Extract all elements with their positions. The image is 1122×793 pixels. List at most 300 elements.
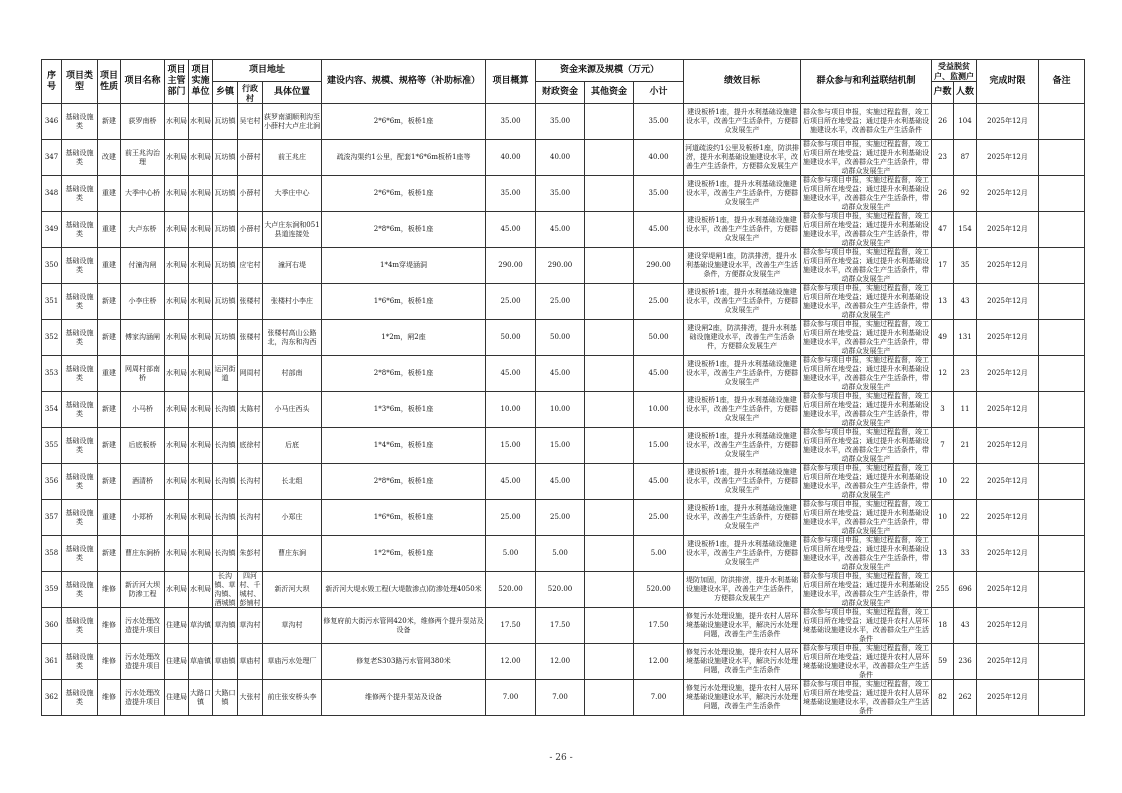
- cell-goal: [684, 644, 801, 680]
- cell-fiscal-text: 290.00: [547, 261, 573, 269]
- cell-mechanism-text: 群众参与项目申报，实施过程监督，竣工后项目所在地受益；通过提升水利基础设施建设水平，改善群众生产生活条件，带动群众发展生产: [803, 284, 930, 319]
- cell-households: [932, 464, 954, 500]
- cell-town-text: 瓦坊镇: [214, 117, 236, 125]
- cell-town-text: 瓦坊镇: [214, 189, 236, 197]
- cell-completion: [977, 428, 1039, 464]
- cell-village: [238, 176, 263, 212]
- cell-content: [322, 500, 486, 536]
- cell-remark: [1039, 284, 1085, 320]
- cell-seq-text: 356: [44, 477, 59, 485]
- cell-seq: [42, 608, 62, 644]
- cell-dept: [165, 572, 189, 608]
- cell-location-text: 大卢庄东涧和051县道连接处: [264, 220, 320, 238]
- cell-budget: [486, 644, 536, 680]
- cell-location-text: 小郑庄: [281, 513, 303, 521]
- cell-subtotal: [634, 500, 684, 536]
- cell-households: [932, 176, 954, 212]
- cell-town: [213, 176, 238, 212]
- header-remark: 备注: [1039, 60, 1085, 104]
- cell-category-text: 基础设施类: [65, 256, 94, 274]
- cell-households-text: 12: [938, 369, 947, 377]
- cell-dept-text: 水利局: [166, 297, 187, 305]
- table-row: [42, 356, 1085, 392]
- cell-completion-text: 2025年12月: [987, 297, 1028, 305]
- cell-other: [585, 428, 634, 464]
- cell-goal-text: 河道疏浚约1公里及板桥1座，防洪排涝，提升水利基础设施建设水平，改善生产生活条件，方便群众发展生产: [685, 144, 799, 170]
- cell-completion: [977, 140, 1039, 176]
- cell-dept: [165, 248, 189, 284]
- cell-other: [585, 104, 634, 140]
- cell-location-text: 潼河右堤: [278, 261, 306, 269]
- cell-people: [954, 644, 977, 680]
- cell-location-text: 张楼村小李庄: [271, 297, 313, 305]
- cell-village-text: 草沟村: [239, 621, 261, 629]
- cell-village-text: 长沟村: [239, 513, 261, 521]
- cell-subtotal-text: 520.00: [646, 585, 671, 593]
- cell-location: [263, 320, 322, 356]
- cell-village-text: 朱彭村: [239, 549, 261, 557]
- cell-dept-text: 水利局: [166, 585, 187, 593]
- header-completion: 完成时限: [977, 60, 1039, 104]
- cell-people: [954, 428, 977, 464]
- cell-people: [954, 464, 977, 500]
- cell-fiscal: [536, 536, 585, 572]
- cell-dept: [165, 392, 189, 428]
- cell-goal: [684, 176, 801, 212]
- cell-town-text: 运河街道: [214, 364, 236, 382]
- header-subtotal: 小计: [634, 82, 684, 104]
- cell-households-text: 7: [940, 441, 945, 449]
- cell-nature-text: 重建: [102, 369, 116, 377]
- cell-households: [932, 644, 954, 680]
- header-nature: 项目性质: [98, 60, 121, 104]
- cell-content: [322, 680, 486, 716]
- cell-dept: [165, 500, 189, 536]
- cell-name: [121, 680, 165, 716]
- cell-name-text: 付潼沟闸: [128, 261, 157, 269]
- cell-dept: [165, 356, 189, 392]
- cell-budget-text: 10.00: [500, 405, 521, 413]
- cell-nature-text: 新建: [102, 405, 116, 413]
- cell-other: [585, 536, 634, 572]
- cell-completion: [977, 320, 1039, 356]
- cell-content: [322, 356, 486, 392]
- cell-village: [238, 392, 263, 428]
- cell-people: [954, 536, 977, 572]
- cell-people: [954, 212, 977, 248]
- cell-dept: [165, 644, 189, 680]
- cell-seq: [42, 104, 62, 140]
- cell-name-text: 网周村部南桥: [125, 364, 160, 382]
- cell-content: [322, 608, 486, 644]
- cell-households: [932, 572, 954, 608]
- cell-mechanism-text: 群众参与项目申报，实施过程监督，竣工后项目所在地受益；通过提升水利基础设施建设水平，改善群众生产生活条件，带动群众发展生产: [803, 320, 930, 355]
- cell-location: [263, 464, 322, 500]
- cell-mechanism-text: 群众参与项目申报，实施过程监督，竣工后项目所在地受益；通过提升农村人居环境基础设施建设水平，改善群众生产生活条件: [803, 644, 930, 679]
- table-row: [42, 140, 1085, 176]
- cell-households: [932, 212, 954, 248]
- cell-budget: [486, 392, 536, 428]
- cell-completion: [977, 176, 1039, 212]
- cell-fiscal-text: 45.00: [549, 225, 571, 233]
- cell-mechanism-text: 群众参与项目申报，实施过程监督，竣工后项目所在地受益；通过提升水利基础设施建设水平，改善群众生产生活条件，带动群众发展生产: [803, 356, 930, 391]
- cell-goal-text: 建设板桥1座，提升水利基础设施建设水平，改善生产生活条件，方便群众发展生产: [686, 396, 799, 422]
- cell-people-text: 87: [960, 153, 970, 161]
- cell-fiscal: [536, 356, 585, 392]
- cell-content: [322, 320, 486, 356]
- cell-mechanism: [801, 140, 932, 176]
- cell-people: [954, 680, 977, 716]
- cell-households: [932, 104, 954, 140]
- cell-dept-text: 水利局: [166, 369, 187, 377]
- cell-name-text: 前王兆沟治理: [125, 148, 160, 166]
- cell-seq-text: 351: [44, 297, 59, 305]
- cell-people: [954, 284, 977, 320]
- cell-unit-text: 水利局: [190, 153, 211, 161]
- cell-seq: [42, 536, 62, 572]
- cell-nature: [98, 248, 121, 284]
- cell-seq-text: 353: [44, 369, 59, 377]
- cell-households-text: 255: [935, 585, 950, 593]
- cell-households-text: 26: [938, 117, 947, 125]
- cell-subtotal-text: 290.00: [646, 261, 671, 269]
- cell-remark: [1039, 392, 1085, 428]
- cell-households: [932, 140, 954, 176]
- cell-households-text: 13: [938, 549, 947, 557]
- cell-content: [322, 392, 486, 428]
- cell-subtotal: [634, 464, 684, 500]
- cell-dept-text: 水利局: [166, 261, 187, 269]
- cell-category-text: 基础设施类: [65, 400, 94, 418]
- cell-people: [954, 248, 977, 284]
- header-unit: 项目实施单位: [189, 60, 213, 104]
- cell-location: [263, 140, 322, 176]
- cell-town: [213, 356, 238, 392]
- cell-seq-text: 352: [44, 333, 59, 341]
- cell-dept-text: 住建局: [166, 693, 187, 701]
- cell-content-text: 1*4m穿堤涵洞: [379, 261, 428, 269]
- cell-dept: [165, 140, 189, 176]
- cell-budget-text: 40.00: [500, 153, 521, 161]
- cell-subtotal-text: 7.00: [650, 693, 667, 701]
- cell-location: [263, 248, 322, 284]
- cell-town: [213, 392, 238, 428]
- cell-fiscal-text: 520.00: [547, 585, 573, 593]
- cell-dept-text: 水利局: [166, 549, 187, 557]
- cell-mechanism: [801, 428, 932, 464]
- cell-seq: [42, 356, 62, 392]
- cell-name: [121, 212, 165, 248]
- cell-dept: [165, 608, 189, 644]
- cell-other: [585, 392, 634, 428]
- cell-seq-text: 362: [44, 693, 59, 701]
- cell-seq-text: 349: [44, 225, 59, 233]
- cell-people: [954, 500, 977, 536]
- cell-village: [238, 428, 263, 464]
- cell-location: [263, 644, 322, 680]
- header-name: 项目名称: [121, 60, 165, 104]
- cell-content-text: 修复府前大街污水管网420米，维修两个提升泵站及设备: [323, 616, 484, 634]
- header-goal: 绩效目标: [684, 60, 801, 104]
- cell-content-text: 1*6*6m，板桥1座: [373, 513, 434, 521]
- cell-location: [263, 428, 322, 464]
- cell-category: [62, 320, 98, 356]
- cell-unit: [189, 428, 213, 464]
- cell-subtotal-text: 5.00: [650, 549, 667, 557]
- cell-location-text: 新沂河大坝: [274, 585, 310, 593]
- cell-name: [121, 608, 165, 644]
- cell-location-text: 前庄张安桥头李: [267, 693, 317, 701]
- cell-fiscal-text: 10.00: [549, 405, 571, 413]
- table-row: [42, 392, 1085, 428]
- cell-people-text: 21: [960, 441, 970, 449]
- cell-town-text: 瓦坊镇: [214, 333, 236, 341]
- cell-seq: [42, 248, 62, 284]
- cell-village: [238, 140, 263, 176]
- cell-location: [263, 572, 322, 608]
- cell-content-text: 1*4*6m，板桥1座: [373, 441, 434, 449]
- cell-name-text: 大卢东桥: [128, 225, 157, 233]
- cell-dept-text: 水利局: [166, 477, 187, 485]
- cell-mechanism-text: 群众参与项目申报，实施过程监督，竣工后项目所在地受益；通过提升水利基础设施建设水平，改善群众生产生活条件: [803, 108, 930, 134]
- cell-unit-text: 水利局: [190, 189, 211, 197]
- cell-households-text: 23: [938, 153, 947, 161]
- header-row-1: [42, 60, 1085, 82]
- cell-nature-text: 新建: [102, 117, 116, 125]
- cell-category: [62, 176, 98, 212]
- cell-completion-text: 2025年12月: [987, 405, 1028, 413]
- cell-goal: [684, 680, 801, 716]
- cell-fiscal-text: 40.00: [549, 153, 571, 161]
- cell-category-text: 基础设施类: [65, 364, 94, 382]
- cell-subtotal: [634, 536, 684, 572]
- cell-town: [213, 320, 238, 356]
- cell-dept-text: 水利局: [166, 513, 187, 521]
- cell-town-text: 长沟镇: [214, 441, 236, 449]
- cell-mechanism: [801, 104, 932, 140]
- cell-nature-text: 新建: [102, 477, 116, 485]
- cell-location-text: 曹庄东涧: [278, 549, 306, 557]
- cell-location-text: 草庙污水处理厂: [267, 657, 317, 665]
- cell-households: [932, 428, 954, 464]
- cell-goal-text: 建设板桥1座，提升水利基础设施建设水平，改善生产生活条件，方便群众发展生产: [686, 504, 799, 530]
- cell-village: [238, 500, 263, 536]
- cell-goal-text: 堤防加固，防洪排涝，提升水利基础设施建设水平，改善生产生活条件，方便群众发展生产: [686, 576, 799, 602]
- cell-completion: [977, 248, 1039, 284]
- cell-households-text: 13: [938, 297, 947, 305]
- header-town: 乡镇: [213, 82, 238, 104]
- cell-nature-text: 重建: [102, 189, 116, 197]
- cell-seq: [42, 284, 62, 320]
- cell-name-text: 小马桥: [132, 405, 153, 413]
- cell-content-text: 2*8*6m，板桥1座: [373, 477, 434, 485]
- cell-remark: [1039, 320, 1085, 356]
- cell-households-text: 82: [938, 693, 947, 701]
- cell-mechanism: [801, 176, 932, 212]
- cell-completion-text: 2025年12月: [987, 549, 1028, 557]
- cell-completion: [977, 392, 1039, 428]
- cell-nature-text: 维修: [102, 693, 116, 701]
- cell-subtotal: [634, 320, 684, 356]
- cell-content: [322, 284, 486, 320]
- header-beneficiary: 受益脱贫户、监测户: [932, 60, 977, 82]
- cell-fiscal: [536, 392, 585, 428]
- cell-people: [954, 356, 977, 392]
- cell-people: [954, 140, 977, 176]
- cell-village-text: 张楼村: [239, 297, 261, 305]
- cell-households: [932, 248, 954, 284]
- cell-town: [213, 248, 238, 284]
- cell-households-text: 26: [938, 189, 947, 197]
- cell-mechanism: [801, 464, 932, 500]
- cell-fiscal-text: 7.00: [552, 693, 568, 701]
- cell-people-text: 236: [958, 657, 972, 665]
- cell-category-text: 基础设施类: [65, 112, 94, 130]
- cell-remark: [1039, 212, 1085, 248]
- cell-goal: [684, 140, 801, 176]
- cell-people-text: 23: [960, 369, 970, 377]
- cell-mechanism-text: 群众参与项目申报，实施过程监督，竣工后项目所在地受益；通过提升水利基础设施建设水平，改善群众生产生活条件，带动群众发展生产: [803, 248, 930, 283]
- cell-content: [322, 248, 486, 284]
- cell-fiscal-text: 35.00: [549, 189, 571, 197]
- cell-fiscal: [536, 680, 585, 716]
- cell-other: [585, 464, 634, 500]
- cell-subtotal-text: 45.00: [648, 225, 669, 233]
- cell-nature-text: 重建: [102, 225, 116, 233]
- cell-mechanism: [801, 392, 932, 428]
- cell-other: [585, 572, 634, 608]
- table-row: [42, 428, 1085, 464]
- cell-dept-text: 住建局: [166, 621, 187, 629]
- cell-unit-text: 水利局: [190, 369, 211, 377]
- cell-mechanism-text: 群众参与项目申报，实施过程监督，竣工后项目所在地受益；通过提升农村人居环境基础设施建设水平，改善群众生产生活条件: [803, 608, 930, 643]
- cell-town-text: 瓦坊镇: [214, 297, 236, 305]
- cell-fiscal: [536, 644, 585, 680]
- cell-unit: [189, 392, 213, 428]
- cell-town-text: 长沟镇: [214, 477, 236, 485]
- cell-budget: [486, 104, 536, 140]
- cell-unit-text: 水利局: [190, 585, 211, 593]
- cell-seq: [42, 680, 62, 716]
- cell-seq: [42, 572, 62, 608]
- cell-fiscal-text: 25.00: [549, 513, 571, 521]
- cell-other: [585, 248, 634, 284]
- cell-unit-text: 水利局: [190, 441, 211, 449]
- cell-nature-text: 新建: [102, 441, 116, 449]
- cell-mechanism: [801, 680, 932, 716]
- cell-mechanism-text: 群众参与项目申报，实施过程监督，竣工后项目所在地受益；通过提升水利基础设施建设水平，改善群众生产生活条件，带动群众发展生产: [803, 428, 930, 463]
- cell-unit: [189, 284, 213, 320]
- cell-subtotal: [634, 608, 684, 644]
- cell-goal: [684, 248, 801, 284]
- cell-subtotal-text: 45.00: [648, 369, 669, 377]
- cell-village: [238, 644, 263, 680]
- cell-nature: [98, 464, 121, 500]
- cell-goal-text: 建设板桥1座，提升水利基础设施建设水平，改善生产生活条件，方便群众发展生产: [686, 216, 799, 242]
- cell-people-text: 131: [958, 333, 972, 341]
- cell-name-text: 污水处理改造提升项目: [125, 616, 160, 634]
- cell-town: [213, 284, 238, 320]
- cell-subtotal: [634, 572, 684, 608]
- cell-village-text: 太陈村: [239, 405, 261, 413]
- cell-content: [322, 428, 486, 464]
- cell-subtotal-text: 17.50: [648, 621, 669, 629]
- cell-subtotal: [634, 428, 684, 464]
- cell-completion: [977, 356, 1039, 392]
- table-row: [42, 284, 1085, 320]
- cell-fiscal-text: 45.00: [549, 369, 571, 377]
- cell-name-text: 新沂河大坝防渗工程: [125, 580, 160, 598]
- cell-village-text: 小薛村: [239, 153, 261, 161]
- cell-budget-text: 25.00: [500, 513, 521, 521]
- cell-completion-text: 2025年12月: [987, 693, 1028, 701]
- cell-mechanism: [801, 284, 932, 320]
- cell-unit: [189, 248, 213, 284]
- header-fiscal: 财政资金: [536, 82, 585, 104]
- header-village: 行政村: [238, 82, 263, 104]
- cell-content: [322, 176, 486, 212]
- cell-completion-text: 2025年12月: [987, 153, 1028, 161]
- cell-category-text: 基础设施类: [65, 508, 94, 526]
- cell-people-text: 33: [960, 549, 970, 557]
- cell-name-text: 小郑桥: [132, 513, 153, 521]
- cell-village: [238, 104, 263, 140]
- cell-dept: [165, 284, 189, 320]
- cell-fiscal: [536, 572, 585, 608]
- cell-remark: [1039, 248, 1085, 284]
- cell-seq: [42, 176, 62, 212]
- cell-nature: [98, 284, 121, 320]
- cell-category-text: 基础设施类: [65, 148, 94, 166]
- cell-town: [213, 536, 238, 572]
- cell-village-text: 网周村: [239, 369, 261, 377]
- cell-name-text: 大季中心桥: [125, 189, 160, 197]
- cell-budget: [486, 248, 536, 284]
- cell-location: [263, 176, 322, 212]
- cell-fiscal: [536, 104, 585, 140]
- cell-households-text: 10: [938, 513, 947, 521]
- cell-goal-text: 修复污水处理设施，提升农村人居环境基础设施建设水平，解决污水处理问题，改善生产生活条件: [686, 648, 799, 674]
- cell-nature: [98, 536, 121, 572]
- cell-location-text: 前王兆庄: [278, 153, 306, 161]
- cell-remark: [1039, 428, 1085, 464]
- page-number: - 26 -: [549, 753, 573, 763]
- cell-location: [263, 104, 322, 140]
- table-row: [42, 248, 1085, 284]
- cell-fiscal: [536, 284, 585, 320]
- cell-seq: [42, 392, 62, 428]
- cell-remark: [1039, 104, 1085, 140]
- cell-seq-text: 359: [44, 585, 59, 593]
- cell-town: [213, 644, 238, 680]
- cell-remark: [1039, 176, 1085, 212]
- cell-goal: [684, 608, 801, 644]
- cell-nature: [98, 680, 121, 716]
- cell-budget: [486, 356, 536, 392]
- cell-category-text: 基础设施类: [65, 688, 94, 706]
- cell-fiscal-text: 45.00: [549, 477, 571, 485]
- cell-mechanism: [801, 572, 932, 608]
- cell-other: [585, 284, 634, 320]
- cell-households-text: 18: [938, 621, 947, 629]
- cell-completion: [977, 500, 1039, 536]
- cell-category: [62, 500, 98, 536]
- cell-name: [121, 356, 165, 392]
- cell-remark: [1039, 536, 1085, 572]
- table-row: [42, 644, 1085, 680]
- cell-name: [121, 284, 165, 320]
- cell-completion-text: 2025年12月: [987, 369, 1028, 377]
